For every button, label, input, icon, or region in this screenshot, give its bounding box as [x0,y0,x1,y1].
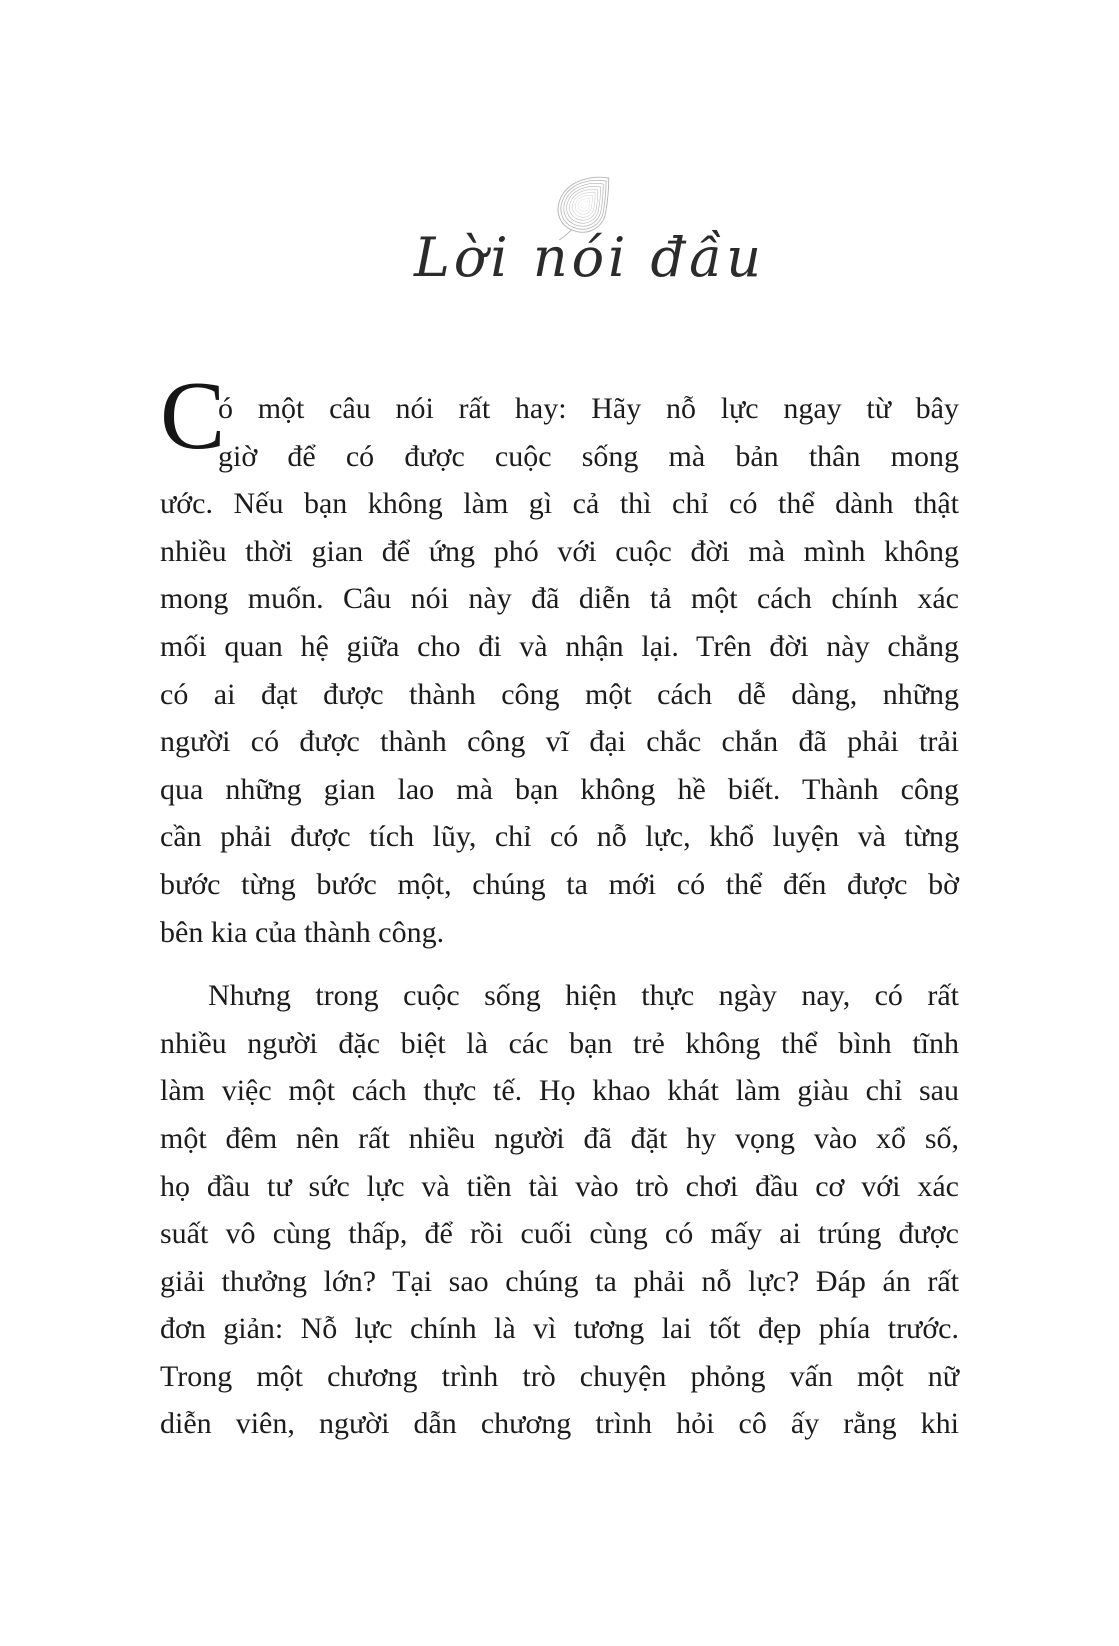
text-line: diễn viên, người dẫn chương trình hỏi cô ấy rằng khi [160,1407,959,1441]
body-text [160,362,959,1448]
text-line: mong muốn. Câu nói này đã diễn tả một cách chính xác [160,582,959,616]
text-line: giờ để có được cuộc sống mà bản thân mong [218,439,959,473]
text-line: ó một câu nói rất hay: Hãy nỗ lực ngay từ bây [218,392,959,425]
text-line: nhiều người đặc biệt là các bạn trẻ không thể bình tĩnh [160,1026,959,1060]
text-line: đơn giản: Nỗ lực chính là vì tương lai tốt đẹp phía trước. [160,1312,959,1346]
paragraph-2-lines [160,972,959,1448]
paragraph-1 [160,362,959,956]
text-line: suất vô cùng thấp, để rồi cuối cùng có mấy ai trúng được [160,1217,959,1251]
text-line: giải thưởng lớn? Tại sao chúng ta phải nỗ lực? Đáp án rất [160,1264,959,1298]
text-line: người có được thành công vĩ đại chắc chắn đã phải trải [160,725,959,759]
text-line: có ai đạt được thành công một cách dễ dàng, những [160,677,959,711]
text-line: Nhưng trong cuộc sống hiện thực ngày nay, có rất [208,979,959,1013]
text-line: qua những gian lao mà bạn không hề biết. Thành công [160,772,959,806]
text-line: nhiều thời gian để ứng phó với cuộc đời mà mình không [160,534,959,568]
text-line: bước từng bước một, chúng ta mới có thể đến được bờ [160,867,959,901]
text-line: một đêm nên rất nhiều người đã đặt hy vọng vào xổ số, [160,1121,959,1155]
text-line: mối quan hệ giữa cho đi và nhận lại. Trên đời này chẳng [160,629,959,663]
text-line: ước. Nếu bạn không làm gì cả thì chỉ có thể dành thật [160,487,959,521]
text-line: cần phải được tích lũy, chỉ có nỗ lực, khổ luyện và từng [160,820,959,854]
text-line: Trong một chương trình trò chuyện phỏng vấn một nữ [160,1359,959,1393]
paragraph-2 [160,972,959,1448]
chapter-title: Lời nói đầu [414,226,765,289]
paragraph-1-lines [160,385,959,956]
drop-cap: C [160,362,226,470]
text-line: làm việc một cách thực tế. Họ khao khát làm giàu chỉ sau [160,1074,959,1108]
text-line: họ đầu tư sức lực và tiền tài vào trò chơi đầu cơ với xác [160,1169,959,1203]
text-line: bên kia của thành công. [160,915,445,949]
